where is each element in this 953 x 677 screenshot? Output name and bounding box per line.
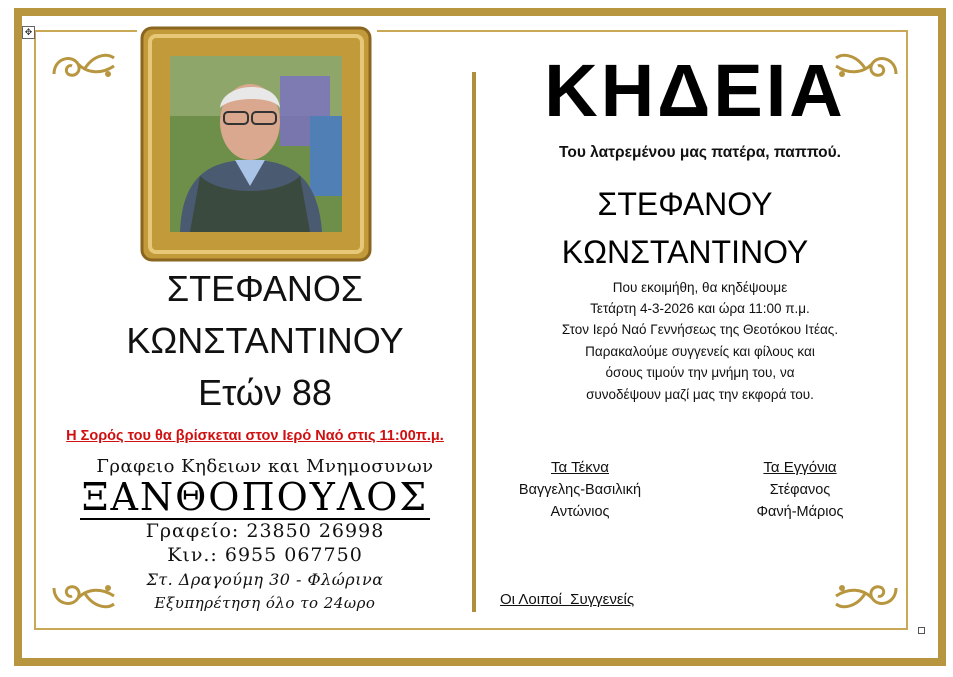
deceased-surname: ΚΩΝΣΤΑΝΤΙΝΟΥ bbox=[126, 320, 404, 361]
service-hours: Εξυπηρέτηση όλο το 24ωρο bbox=[154, 594, 376, 612]
mobile-phone: Κιν.: 6955 067750 bbox=[167, 544, 363, 566]
office-phone: Γραφείο: 23850 26998 bbox=[145, 520, 385, 542]
deceased-genitive-surname: ΚΩΝΣΤΑΝΤΙΝΟΥ bbox=[561, 234, 809, 270]
announcement-subtitle: Του λατρεμένου μας πατέρα, παππού. bbox=[559, 144, 841, 161]
viewing-notice: Η Σορός του θα βρίσκεται στον Ιερό Ναό στις 11:00π.μ. bbox=[66, 428, 444, 444]
announcement-line: όσους τιμούν την μνήμη του, να bbox=[605, 365, 795, 380]
move-handle-icon[interactable]: ✥ bbox=[22, 26, 35, 39]
deceased-genitive-first-name: ΣΤΕΦΑΝΟΥ bbox=[597, 186, 773, 222]
office-address: Στ. Δραγούμη 30 - Φλώρινα bbox=[146, 570, 384, 589]
other-relatives: Οι Λοιποί Συγγενείς bbox=[500, 591, 635, 608]
resize-handle-icon[interactable] bbox=[918, 627, 925, 634]
child-name: Βαγγελης-Βασιλική bbox=[518, 482, 642, 498]
announcement-line: συνοδέψουν μαζί μας την εκφορά του. bbox=[586, 387, 814, 402]
deceased-age: Ετών 88 bbox=[198, 372, 332, 413]
grandchild-name: Φανή-Μάριος bbox=[756, 504, 844, 520]
announcement-line: Παρακαλούμε συγγενείς και φίλους και bbox=[585, 344, 815, 359]
deceased-first-name: ΣΤΕΦΑΝΟΣ bbox=[166, 268, 364, 309]
grandchildren-heading: Τα Εγγόνια bbox=[763, 459, 837, 476]
announcement-line: Που εκοιμήθη, θα κηδέψουμε bbox=[612, 280, 788, 295]
announcement-title: ΚΗΔΕΙΑ bbox=[544, 49, 846, 132]
funeral-home-brand: ΞΑΝΘΟΠΟΥΛΟΣ bbox=[81, 475, 429, 519]
gold-scroll-ornament-icon bbox=[830, 574, 902, 618]
grandchild-name: Στέφανος bbox=[769, 482, 831, 498]
office-heading: Γραφειο Κηδειων και Μνημοσυνων bbox=[96, 456, 434, 477]
gold-scroll-ornament-icon bbox=[48, 44, 120, 88]
portrait-photo bbox=[140, 26, 372, 262]
child-name: Αντώνιος bbox=[550, 504, 610, 520]
children-heading: Τα Τέκνα bbox=[551, 459, 609, 476]
announcement-line: Τετάρτη 4-3-2026 και ώρα 11:00 π.μ. bbox=[590, 301, 810, 316]
announcement-line: Στον Ιερό Ναό Γεννήσεως της Θεοτόκου Ιτέας. bbox=[561, 322, 839, 337]
